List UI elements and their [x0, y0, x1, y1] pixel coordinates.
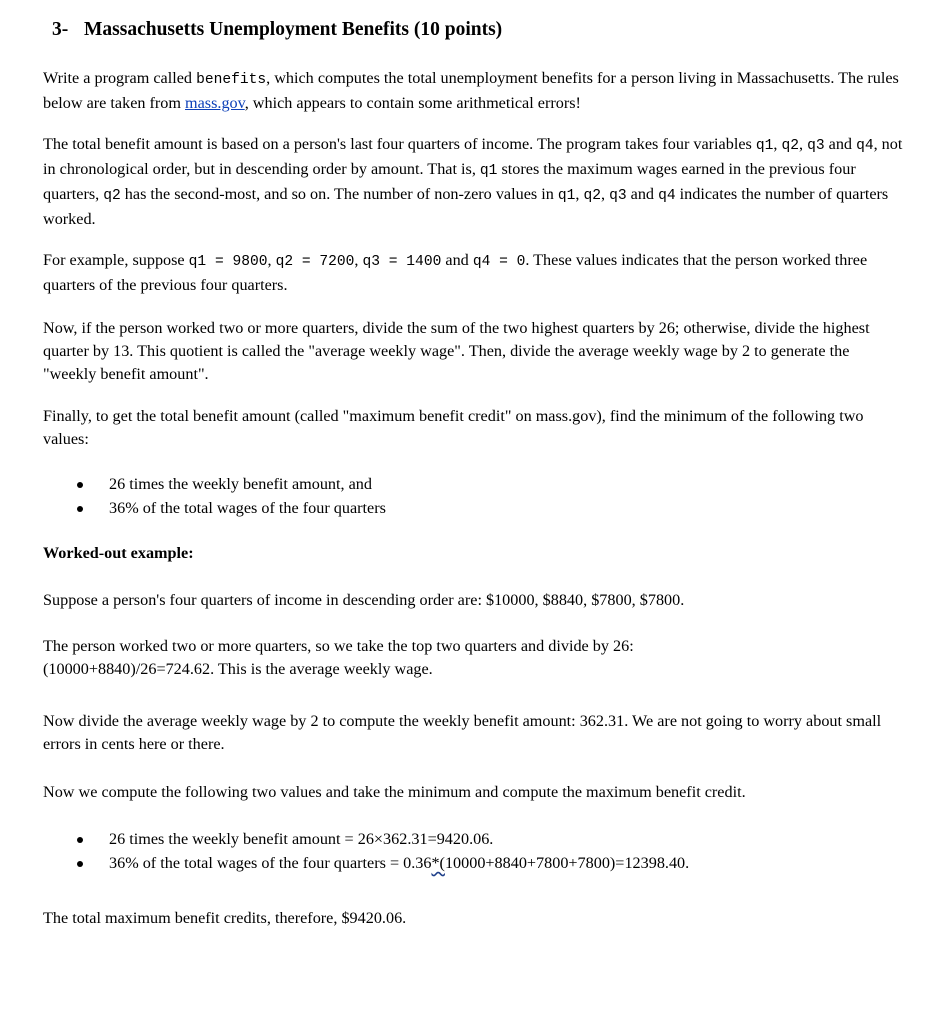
spelling-squiggle: *(: [431, 854, 445, 872]
worked-example-heading: Worked-out example:: [43, 544, 194, 562]
var-q4: q4: [856, 138, 874, 154]
section-number: 3-: [52, 19, 69, 40]
section-title: Massachusetts Unemployment Benefits (10 points): [84, 19, 503, 40]
list-item: 26 times the weekly benefit amount = 26×362.31=9420.06.: [43, 828, 689, 852]
conclusion-paragraph: The total maximum benefit credits, therefore, $9420.06.: [43, 909, 407, 927]
compute-paragraph: Now we compute the following two values and take the minimum and compute the maximum benefit credit.: [43, 783, 746, 801]
var-q4: q4: [658, 188, 676, 204]
computation-list: [43, 828, 689, 876]
rules-paragraph: Now, if the person worked two or more quarters, divide the sum of the two highest quarters by 26; otherwise, divide the highest quarter by 13. This quotient is called the "average weekly wage". Then, divide the average weekly wage by 2 to generate the "weekly benefit amount".: [43, 319, 870, 383]
program-name: benefits: [196, 72, 267, 88]
var-q1: q1: [479, 163, 498, 179]
var-q2: q2: [781, 138, 799, 154]
assign-q4: q4 = 0: [472, 254, 526, 270]
example-paragraph: For example, suppose q1 = 9800, q2 = 7200, q3 = 1400 and q4 = 0. These values indicates that the person worked three quarters of the previous four quarters.: [43, 251, 868, 294]
benefit-options-list: [43, 473, 386, 521]
intro-paragraph: Write a program called benefits, which computes the total unemployment benefits for a person living in Massachusetts. The rules below are taken from mass.gov, which appears to contain some arithmetical errors!: [43, 69, 899, 112]
assign-q1: q1 = 9800: [188, 254, 268, 270]
var-q3: q3: [807, 138, 825, 154]
var-q3: q3: [609, 188, 627, 204]
mass-gov-link[interactable]: mass.gov: [185, 94, 245, 112]
list-item: 36% of the total wages of the four quarters = 0.36*(10000+8840+7800+7800)=12398.40.: [43, 852, 689, 876]
var-q1: q1: [557, 188, 576, 204]
weekly-benefit-paragraph: Now divide the average weekly wage by 2 to compute the weekly benefit amount: 362.31. We are not going to worry about small errors in cents here or there.: [43, 712, 882, 753]
section-heading: [52, 16, 502, 44]
var-q2: q2: [583, 188, 601, 204]
average-wage-paragraph: The person worked two or more quarters, so we take the top two quarters and divide by 26: (10000+8840)/26=724.62. This is the average weekly wage.: [43, 637, 634, 678]
assign-q3: q3 = 1400: [362, 254, 442, 270]
var-q2: q2: [103, 188, 121, 204]
variables-paragraph: The total benefit amount is based on a person's last four quarters of income. The program takes four variables q1, q2, q3 and q4, not in chronological order, but in descending order by amount. That is, q1 stores the maximum wages earned in the previous four quarters, q2 has the second-most, and so on. The number of non-zero values in q1, q2, q3 and q4 indicates the number of quarters worked.: [43, 135, 903, 228]
var-q1: q1: [755, 138, 774, 154]
finally-paragraph: Finally, to get the total benefit amount (called "maximum benefit credit" on mass.gov), find the minimum of the following two values:: [43, 407, 864, 448]
assign-q2: q2 = 7200: [275, 254, 355, 270]
list-item: 36% of the total wages of the four quarters: [43, 497, 386, 521]
income-paragraph: Suppose a person's four quarters of income in descending order are: $10000, $8840, $7800, $7800.: [43, 591, 685, 609]
list-item: 26 times the weekly benefit amount, and: [43, 473, 386, 497]
